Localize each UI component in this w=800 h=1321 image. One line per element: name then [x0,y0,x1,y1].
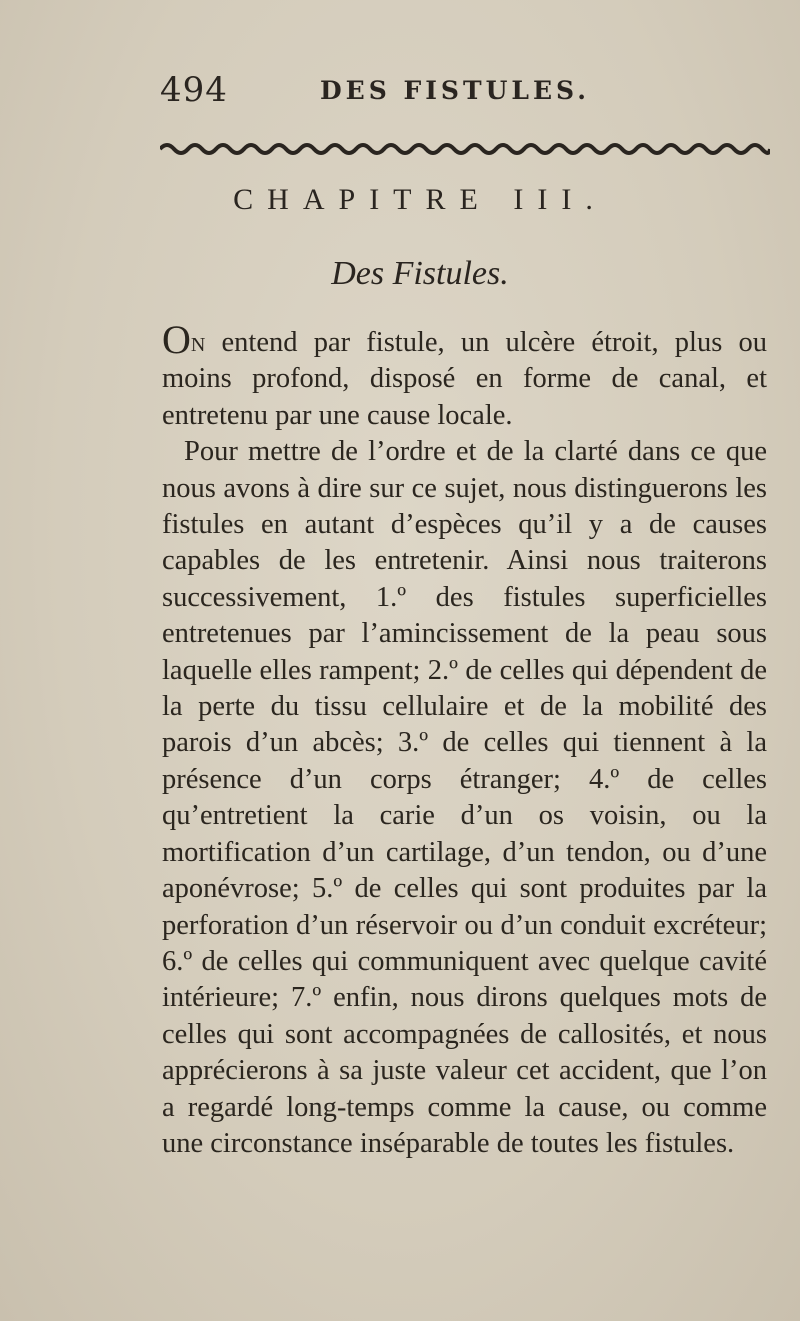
paragraph-1-text: entend par fistule, un ulcère étroit, plus ou moins profond, disposé en forme de canal, et entretenu par une cause locale. [162,327,767,431]
ornamental-rule [160,138,770,160]
page-header [160,70,720,120]
section-title: Des Fistules. [331,255,509,292]
body-text [162,317,767,1162]
paragraph-1 [162,317,767,434]
small-caps: n [190,327,206,358]
drop-cap: O [162,317,191,362]
chapter-title: CHAPITRE III. [233,183,607,216]
running-head: DES FISTULES. [320,76,590,105]
page-number: 494 [160,70,228,110]
paragraph-2: Pour mettre de l’ordre et de la clarté dans ce que nous avons à dire sur ce sujet, nous distinguerons les fistules en autant d’espèces qu’il y a de causes capables de les entretenir. Ainsi nous traiterons successivement, 1.º des fistules superficielles entretenues par l’amincissement de la peau sous laquelle elles rampent; 2.º de celles qui dépendent de la perte du tissu cellulaire et de la mobilité des parois d’un abcès; 3.º de celles qui tiennent à la présence d’un corps étranger; 4.º de celles qu’entretient la carie d’un os voisin, ou la mortification d’un cartilage, d’un tendon, ou d’une aponévrose; 5.º de celles qui sont produites par la perforation d’un réservoir ou d’un conduit excréteur; 6.º de celles qui communiquent avec quelque cavité intérieure; 7.º enfin, nous dirons quelques mots de celles qui sont accompagnées de callosités, et nous apprécierons à sa juste valeur cet accident, que l’on a regardé long-temps comme la cause, ou comme une circonstance inséparable de toutes les fistules. [162,436,767,1159]
